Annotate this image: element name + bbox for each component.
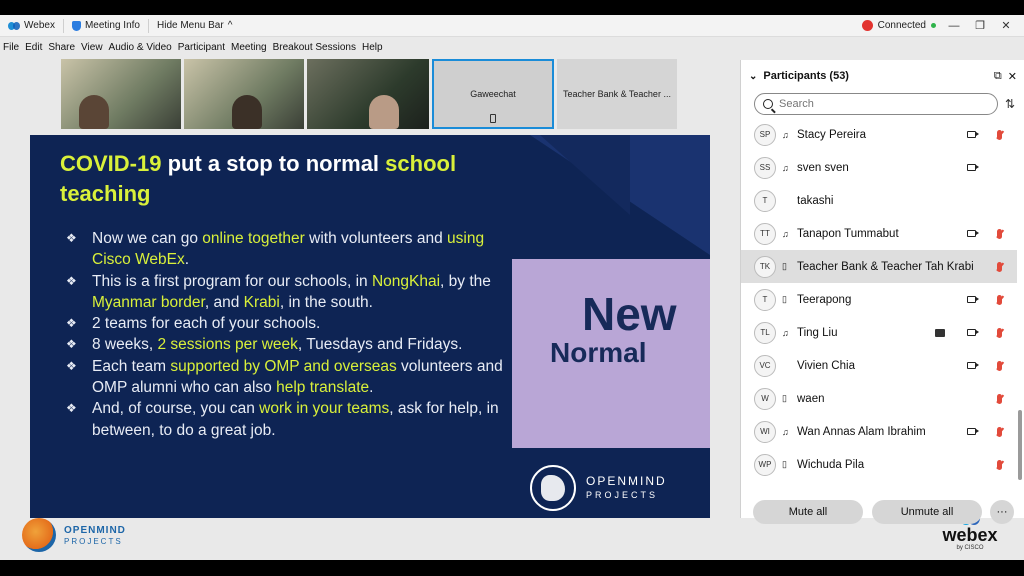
screen-share-icon [935, 329, 945, 337]
participant-name: sven sven [797, 161, 849, 174]
video-tile[interactable] [61, 59, 181, 129]
brand-sub: PROJECTS [64, 536, 123, 546]
participant-name: Tanapon Tummabut [797, 227, 899, 240]
bullet-text: volunteers and OMP alumni who can also [92, 357, 503, 397]
bullet-text: , ask for help, in between, to do a great job. [92, 400, 499, 439]
bullet-text: 8 weeks, [92, 336, 158, 354]
participant-video [232, 95, 262, 129]
connection-label: Connected [877, 20, 926, 31]
bullet-text: , and [204, 293, 244, 311]
image-text: New [582, 288, 677, 340]
participant-name: Teerapong [797, 293, 852, 306]
menu-view[interactable]: View [81, 41, 103, 53]
title-highlight: school [385, 151, 457, 176]
meeting-info-button[interactable] [64, 15, 148, 37]
video-tile[interactable] [184, 59, 304, 129]
webex-icon [8, 21, 20, 31]
bullet-text: . [369, 379, 374, 397]
tile-name: Gaweechat [470, 89, 516, 99]
search-input[interactable] [779, 98, 969, 110]
video-camera-icon[interactable] [967, 428, 976, 435]
bullet-highlight: online together [202, 230, 305, 247]
shared-content-slide [30, 135, 710, 518]
video-camera-icon[interactable] [967, 362, 976, 369]
bullet-item [66, 271, 506, 314]
participant-name: Wichuda Pila [797, 458, 865, 471]
mic-muted-icon[interactable] [997, 394, 1002, 404]
participants-panel [740, 60, 1024, 518]
video-camera-icon[interactable] [967, 131, 976, 138]
headset-icon: ♫ [782, 228, 789, 239]
chevron-up-icon: ^ [227, 20, 233, 31]
menu-share[interactable]: Share [48, 41, 76, 53]
participant-row[interactable] [741, 118, 1017, 151]
headset-icon: ♫ [782, 162, 789, 173]
participant-name: Wan Annas Alam Ibrahim [797, 425, 926, 438]
video-camera-icon[interactable] [967, 230, 976, 237]
sort-icon[interactable]: ⇅ [1005, 97, 1016, 111]
bullet-text: 2 teams for each of your schools. [92, 315, 321, 333]
video-tile[interactable] [307, 59, 429, 129]
avatar: T [754, 190, 776, 212]
minimize-button[interactable]: — [948, 19, 960, 32]
avatar: SS [754, 157, 776, 179]
app-name: Webex [24, 20, 55, 31]
avatar: WP [754, 454, 776, 476]
search-field[interactable] [754, 93, 998, 115]
avatar: TT [754, 223, 776, 245]
bullet-highlight: work in your teams [259, 400, 390, 418]
logo-name: OPENMIND [586, 474, 667, 488]
unmute-all-button[interactable]: Unmute all [872, 500, 982, 524]
video-tile-active[interactable] [432, 59, 554, 129]
slide-title [60, 149, 520, 209]
tile-name: Teacher Bank & Teacher ... [563, 89, 671, 99]
avatar: WI [754, 421, 776, 443]
avatar: T [754, 289, 776, 311]
close-icon[interactable]: ✕ [1007, 70, 1017, 83]
phone-icon: ▯ [782, 459, 787, 469]
headset-icon: ♫ [782, 426, 789, 437]
video-tile[interactable] [557, 59, 677, 129]
avatar: TK [754, 256, 776, 278]
video-camera-icon[interactable] [967, 164, 976, 171]
mic-muted-icon[interactable] [997, 427, 1002, 437]
connection-status[interactable] [862, 20, 936, 31]
slide-bullets [66, 228, 506, 441]
menu-file[interactable]: File [3, 41, 20, 53]
participant-row[interactable] [741, 283, 1017, 316]
participant-video [79, 95, 109, 129]
mic-muted-icon[interactable] [997, 460, 1002, 470]
title-highlight: teaching [60, 181, 151, 206]
participant-name: Ting Liu [797, 326, 838, 339]
bullet-highlight: 2 sessions per week [157, 336, 298, 354]
phone-icon: ▯ [782, 393, 787, 403]
menu-help[interactable]: Help [361, 41, 383, 53]
cisco-byline: by CISCO [956, 545, 984, 551]
bullet-text: Now we can go [92, 230, 203, 247]
participant-row[interactable] [741, 316, 1017, 349]
mic-muted-icon[interactable] [997, 262, 1002, 272]
menu-bar [0, 38, 386, 56]
bullet-highlight: Myanmar border [92, 293, 205, 311]
webex-window [0, 15, 1024, 560]
openmind-logo [530, 465, 667, 511]
participant-row[interactable] [741, 448, 1017, 481]
participant-row[interactable] [741, 217, 1017, 250]
bullet-text: This is a first program for our schools, in [92, 272, 372, 290]
globe-icon [22, 518, 56, 552]
mic-muted-icon[interactable] [997, 361, 1002, 371]
bullet-text: . [184, 251, 190, 269]
participant-name: Vivien Chia [797, 359, 855, 372]
webex-wordmark: webex [942, 525, 998, 545]
hide-menu-bar-button[interactable] [149, 15, 240, 37]
bullet-highlight: supported by OMP and overseas [170, 357, 397, 375]
app-menu[interactable] [0, 15, 63, 37]
bullet-item [66, 398, 506, 441]
participant-row[interactable] [741, 151, 1017, 184]
menu-breakout-sessions[interactable]: Breakout Sessions [272, 41, 356, 53]
avatar: TL [754, 322, 776, 344]
participant-list [741, 118, 1017, 481]
headset-icon: ♫ [782, 327, 789, 338]
avatar: SP [754, 124, 776, 146]
menu-meeting[interactable]: Meeting [231, 41, 267, 53]
menu-audio-video[interactable]: Audio & Video [108, 41, 172, 53]
mute-all-button[interactable]: Mute all [753, 500, 863, 524]
participant-name: takashi [797, 194, 834, 207]
participant-name: Teacher Bank & Teacher Tah Krabi [797, 260, 974, 273]
scrollbar[interactable] [1018, 410, 1022, 480]
title-highlight: COVID-19 [60, 151, 162, 176]
mic-muted-icon[interactable] [997, 328, 1002, 338]
title-bar [0, 15, 1024, 37]
avatar: VC [754, 355, 776, 377]
bullet-highlight: help translate [276, 379, 370, 397]
mic-muted-icon[interactable] [997, 295, 1002, 305]
bullet-item [66, 313, 506, 334]
participants-title: Participants (53) [763, 70, 849, 82]
bullet-text: with volunteers and [304, 230, 448, 247]
shield-icon [72, 21, 81, 31]
participant-name: waen [797, 392, 825, 405]
participant-row[interactable] [741, 349, 1017, 382]
video-camera-icon[interactable] [967, 296, 976, 303]
bullet-text: , by the [440, 272, 491, 290]
search-icon [763, 99, 773, 109]
mic-muted-icon[interactable] [997, 229, 1002, 239]
bullet-item [66, 334, 506, 355]
meeting-info-label: Meeting Info [84, 20, 140, 31]
headset-icon: ♫ [782, 129, 789, 140]
participant-row[interactable] [741, 382, 1017, 415]
logo-sub: PROJECTS [586, 490, 659, 500]
phone-icon: ▯ [782, 294, 787, 304]
mic-muted-icon[interactable] [997, 130, 1002, 140]
participant-video [369, 95, 399, 129]
bullet-item [66, 228, 506, 271]
bullet-text: And, of course, you can [92, 400, 260, 418]
new-normal-illustration [512, 259, 710, 448]
close-button[interactable]: ✕ [1001, 20, 1011, 32]
phone-icon: ▯ [782, 261, 787, 271]
status-dot-icon [931, 23, 936, 28]
more-options-button[interactable]: ··· [990, 500, 1014, 524]
hide-menu-label: Hide Menu Bar [157, 20, 224, 31]
menu-participant[interactable]: Participant [177, 41, 225, 53]
avatar: W [754, 388, 776, 410]
participants-header [749, 68, 1017, 84]
pop-out-icon[interactable]: ⧉ [993, 69, 1002, 82]
slide-decoration [540, 135, 630, 215]
participant-row[interactable] [741, 184, 1017, 217]
bullet-text: Each team [92, 357, 171, 375]
bullet-text: , in the south. [279, 293, 373, 311]
chevron-down-icon[interactable]: ⌄ [749, 70, 758, 82]
connection-icon [862, 20, 873, 31]
bullet-highlight: Krabi [243, 293, 280, 311]
menu-edit[interactable]: Edit [25, 41, 43, 53]
globe-icon [530, 465, 576, 511]
restore-button[interactable]: ❐ [975, 20, 985, 32]
phone-icon [490, 114, 496, 123]
video-camera-icon[interactable] [967, 329, 976, 336]
image-text: Normal [550, 337, 647, 368]
title-text: put a stop to normal [161, 151, 386, 176]
brand-name: OPENMIND [64, 524, 126, 536]
participant-row-selected[interactable] [741, 250, 1017, 283]
openmind-brand [22, 518, 126, 552]
participant-name: Stacy Pereira [797, 128, 867, 141]
bullet-highlight: NongKhai [371, 272, 441, 290]
participant-row[interactable] [741, 415, 1017, 448]
bullet-highlight: using Cisco WebEx [92, 230, 485, 269]
bullet-text: , Tuesdays and Fridays. [297, 336, 463, 354]
bullet-item [66, 356, 506, 399]
